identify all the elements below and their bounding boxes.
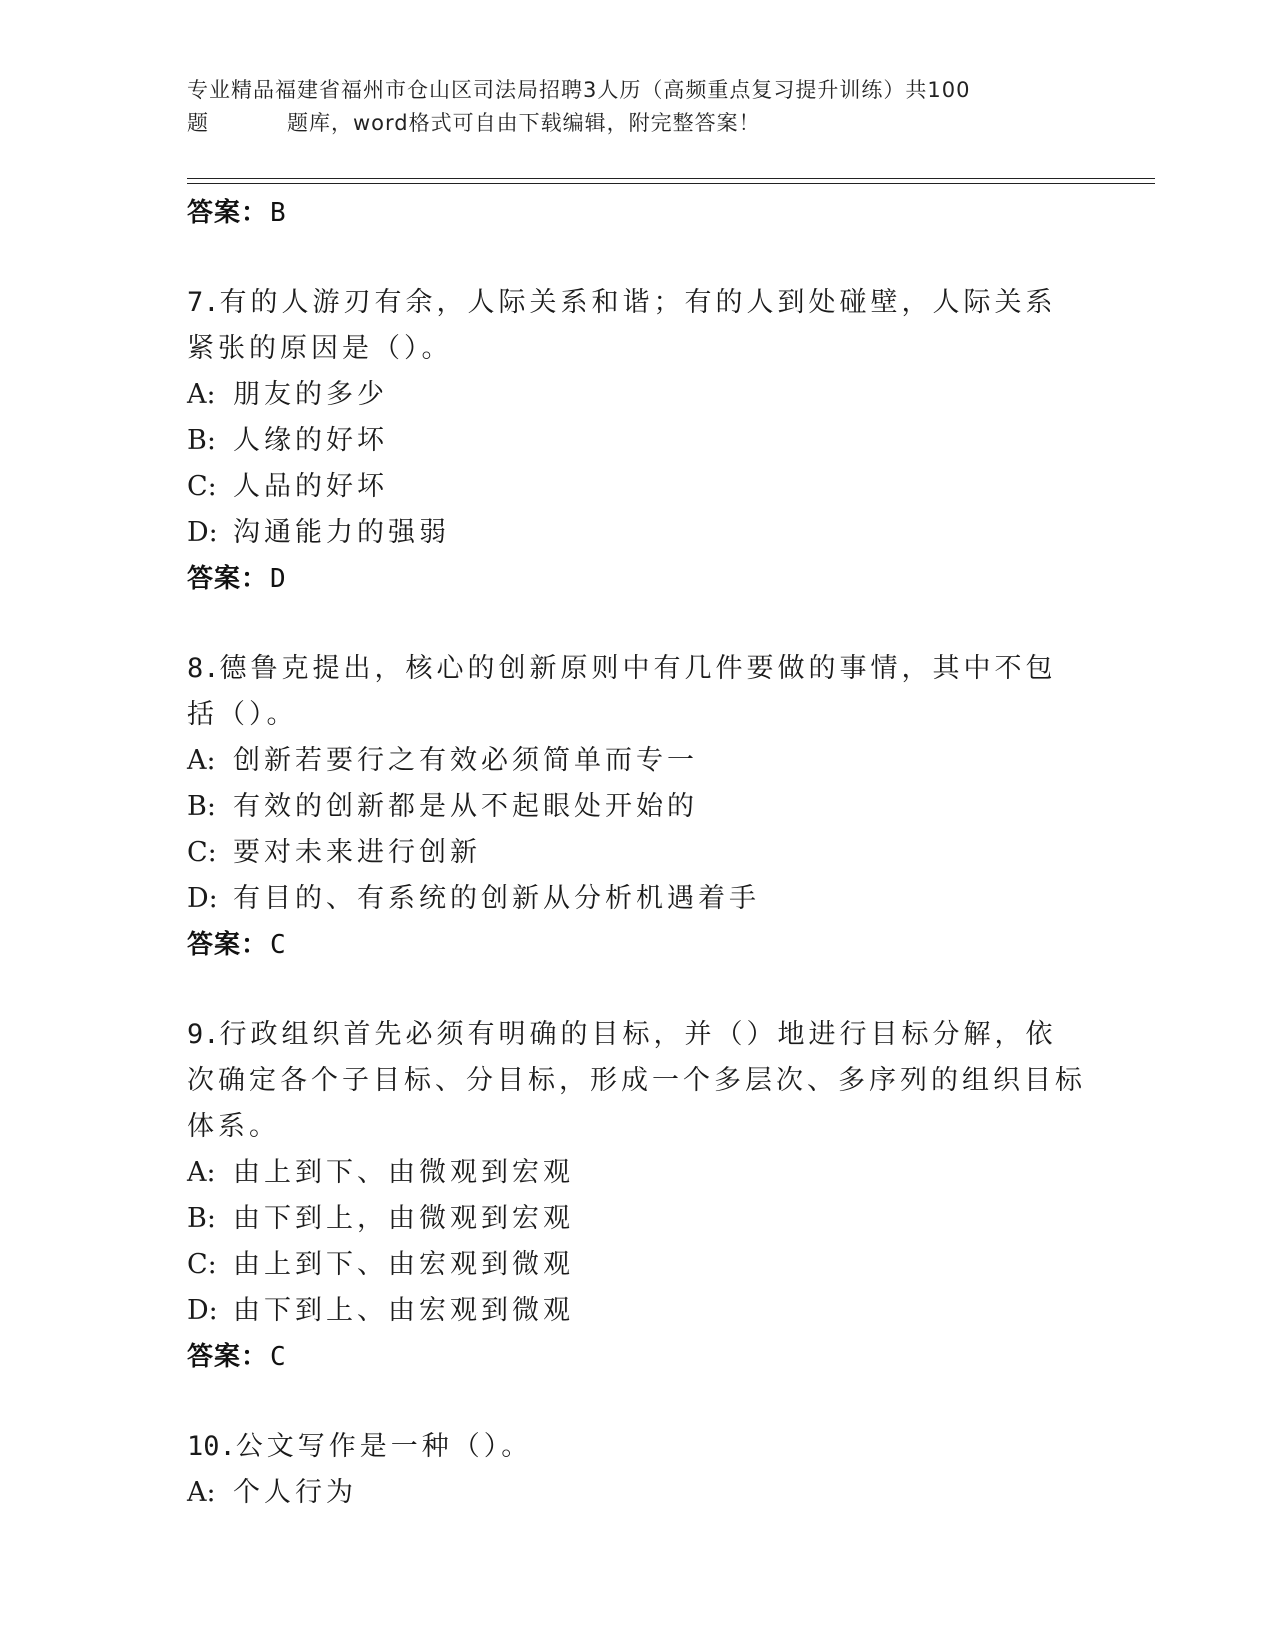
question-text xyxy=(187,646,1087,738)
header-title-line1: 专业精品福建省福州市仓山区司法局招聘3人历（高频重点复习提升训练）共100 xyxy=(187,78,971,102)
answer-label: 答案： xyxy=(187,564,269,594)
option-text: 个人行为 xyxy=(233,1477,357,1508)
question-number: 8. xyxy=(187,653,220,684)
document-body xyxy=(187,190,1087,1516)
option-b xyxy=(187,418,1087,464)
option-key: D: xyxy=(187,883,218,914)
question-number: 10. xyxy=(187,1431,236,1462)
option-text: 人缘的好坏 xyxy=(233,425,388,456)
option-text: 沟通能力的强弱 xyxy=(233,517,450,548)
option-text: 要对未来进行创新 xyxy=(233,837,481,868)
option-text: 由下到上、由宏观到微观 xyxy=(233,1295,574,1326)
answer-value: C xyxy=(270,1342,287,1372)
option-b xyxy=(187,1196,1087,1242)
header-title-line2 xyxy=(187,107,1087,140)
option-key: A: xyxy=(187,379,216,410)
answer-value: B xyxy=(270,198,287,228)
header-line2-rest: 题库，word格式可自由下载编辑，附完整答案！ xyxy=(287,111,761,135)
question-8 xyxy=(187,646,1087,968)
answer-value: C xyxy=(270,930,287,960)
question-text xyxy=(187,1424,1087,1470)
question-number: 7. xyxy=(187,287,220,318)
option-text: 创新若要行之有效必须简单而专一 xyxy=(233,745,698,776)
option-a xyxy=(187,738,1087,784)
answer-line xyxy=(187,1334,1087,1380)
option-key: D: xyxy=(187,517,218,548)
answer-label: 答案： xyxy=(187,198,269,228)
option-c xyxy=(187,830,1087,876)
option-c xyxy=(187,464,1087,510)
question-text xyxy=(187,1012,1087,1150)
question-stem: 行政组织首先必须有明确的目标，并（）地进行目标分解，依次确定各个子目标、分目标，形成一个多层次、多序列的组织目标体系。 xyxy=(187,1019,1086,1142)
option-key: A: xyxy=(187,1157,216,1188)
option-key: C: xyxy=(187,1249,217,1280)
option-key: B: xyxy=(187,791,216,822)
option-text: 朋友的多少 xyxy=(233,379,388,410)
answer-label: 答案： xyxy=(187,930,269,960)
option-key: C: xyxy=(187,471,217,502)
option-text: 由下到上，由微观到宏观 xyxy=(233,1203,574,1234)
question-9 xyxy=(187,1012,1087,1380)
question-stem: 公文写作是一种（）。 xyxy=(235,1431,533,1462)
option-a xyxy=(187,1150,1087,1196)
option-d xyxy=(187,510,1087,556)
header-line2-start: 题 xyxy=(187,111,209,135)
question-stem: 有的人游刃有余，人际关系和谐；有的人到处碰壁，人际关系紧张的原因是（）。 xyxy=(187,287,1057,364)
option-b xyxy=(187,784,1087,830)
option-d xyxy=(187,1288,1087,1334)
header-rule-bottom xyxy=(187,183,1155,184)
header-rule-top xyxy=(187,178,1155,179)
question-7 xyxy=(187,280,1087,602)
option-a xyxy=(187,372,1087,418)
answer-line xyxy=(187,922,1087,968)
option-a xyxy=(187,1470,1087,1516)
option-key: A: xyxy=(187,745,216,776)
option-text: 有效的创新都是从不起眼处开始的 xyxy=(233,791,698,822)
option-text: 人品的好坏 xyxy=(233,471,388,502)
answer-line xyxy=(187,190,1087,236)
question-stem: 德鲁克提出，核心的创新原则中有几件要做的事情，其中不包括（）。 xyxy=(187,653,1057,730)
answer-value: D xyxy=(270,564,287,594)
option-key: A: xyxy=(187,1477,216,1508)
option-text: 由上到下、由微观到宏观 xyxy=(233,1157,574,1188)
answer-line xyxy=(187,556,1087,602)
question-text xyxy=(187,280,1087,372)
question-10 xyxy=(187,1424,1087,1516)
option-d xyxy=(187,876,1087,922)
answer-label: 答案： xyxy=(187,1342,269,1372)
option-text: 由上到下、由宏观到微观 xyxy=(233,1249,574,1280)
page-header xyxy=(187,74,1087,140)
option-key: D: xyxy=(187,1295,218,1326)
option-text: 有目的、有系统的创新从分析机遇着手 xyxy=(233,883,760,914)
question-number: 9. xyxy=(187,1019,220,1050)
option-key: B: xyxy=(187,425,216,456)
option-c xyxy=(187,1242,1087,1288)
option-key: C: xyxy=(187,837,217,868)
option-key: B: xyxy=(187,1203,216,1234)
